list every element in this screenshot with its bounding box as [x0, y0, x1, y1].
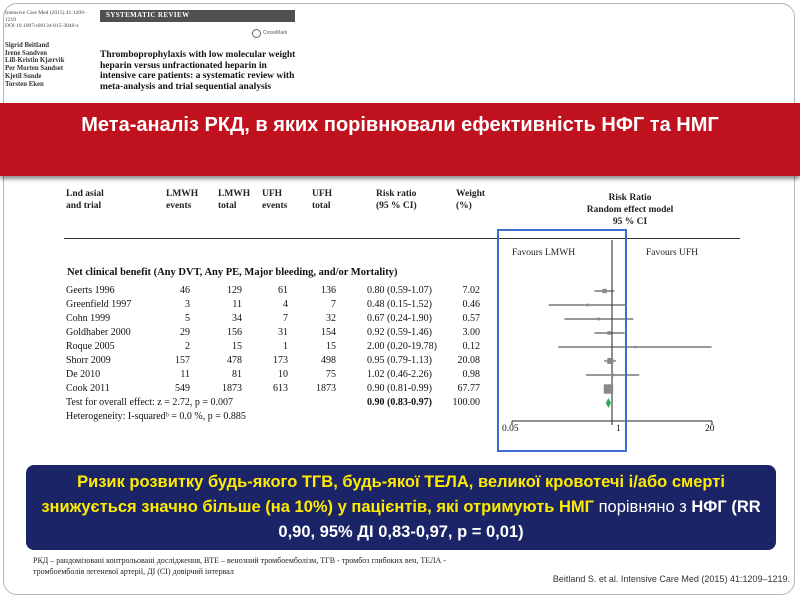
ufh-total: 15 [326, 341, 336, 352]
conclusion-main: Ризик розвитку будь-якого ТГВ, будь-якої ТЕЛА, великої кровотечі і/або смерті знижується значно більше (на 10%) у пацієнтів, які отримують НМГ [41, 473, 725, 516]
weight: 20.08 [457, 355, 480, 366]
header-weight: Weight (%) [456, 189, 486, 211]
weight: 0.98 [462, 369, 480, 380]
ufh-events: 10 [278, 369, 288, 380]
doi-line: DOI 10.1007/s00134-015-3840-z [5, 23, 79, 29]
ufh-total: 498 [321, 355, 336, 366]
study-square [634, 346, 636, 348]
favours-ufh-label: Favours UFH [646, 248, 698, 258]
footnote: РКД – рандомізовані контрольовані дослідження, ВТЕ – венозний тромбоемболізм, ТГВ - тромбоз глибоких вен, ТЕЛА - тромбоемболія легеневої артерії, ДІ (CI) довірчий інтервал [33, 556, 446, 576]
journal-meta [5, 10, 95, 30]
lmwh-total: 129 [227, 285, 242, 296]
study-name: Geerts 1996 [66, 285, 115, 296]
author: Irene Sandven [5, 49, 47, 57]
ufh-total: 136 [321, 285, 336, 296]
author: Sigrid Beitland [5, 42, 50, 49]
overall-label: Test for overall effect: z = 2.72, p = 0.007 [66, 397, 234, 408]
lmwh-events: 157 [175, 355, 190, 366]
heterogeneity-label: Heterogeneity: I-squaredᵇ = 0.0 %, p = 0.885 [66, 411, 246, 422]
header-lmwh-events: LMWH events [166, 189, 199, 211]
ufh-total: 7 [331, 299, 336, 310]
section-bar [100, 10, 295, 22]
lmwh-total: 156 [227, 327, 242, 338]
risk-ratio-ci: 0.90 (0.81-0.99) [367, 383, 432, 394]
header-ufh-events: UFH events [262, 189, 288, 211]
conclusion-stat: НФГ (RR 0,90, 95% ДІ 0,83-0,97, p = 0,01) [278, 498, 761, 541]
ufh-events: 173 [273, 355, 288, 366]
lmwh-total: 15 [232, 341, 242, 352]
ufh-events: 61 [278, 285, 288, 296]
header-risk-ratio: Risk ratio (95 % CI) [376, 189, 417, 211]
study-name: Shorr 2009 [66, 355, 111, 366]
author: Per Morten Sandset [5, 65, 64, 73]
weight: 0.46 [462, 299, 480, 310]
slide-title: Мета-аналіз РКД, в яких порівнювали ефективність НФГ та НМГ [81, 114, 719, 136]
overall-weight: 100.00 [452, 397, 480, 408]
section-label: SYSTEMATIC REVIEW [106, 11, 190, 19]
risk-ratio-ci: 0.80 (0.59-1.07) [367, 285, 432, 296]
conclusion-text [36, 470, 766, 545]
header-ufh-total: UFH total [312, 189, 333, 211]
crossmark-icon [252, 29, 261, 38]
risk-ratio-ci: 0.92 (0.59-1.46) [367, 327, 432, 338]
header-study: Lnd asial and trial [66, 189, 104, 211]
header-lmwh-total: LMWH total [218, 189, 251, 211]
study-name: De 2010 [66, 369, 101, 380]
lmwh-events: 46 [180, 285, 190, 296]
risk-ratio-ci: 0.95 (0.79-1.13) [367, 355, 432, 366]
risk-ratio-ci: 2.00 (0.20-19.78) [367, 341, 437, 352]
conclusion-compare: порівняно з [594, 498, 692, 516]
highlight-box [497, 229, 627, 452]
ufh-events: 613 [273, 383, 288, 394]
journal-line: Intensive Care Med (2015) 41:1209-1219 [5, 10, 86, 23]
study-name: Cohn 1999 [66, 313, 111, 324]
ufh-events: 1 [283, 341, 288, 352]
study-name: Cook 2011 [66, 383, 110, 394]
risk-ratio-ci: 1.02 (0.46-2.26) [367, 369, 432, 380]
forest-plot [60, 178, 740, 468]
weight: 7.02 [462, 285, 480, 296]
study-name: Roque 2005 [66, 341, 115, 352]
axis-tick-label: 0.05 [502, 424, 519, 434]
ufh-events: 4 [283, 299, 288, 310]
crossmark-label: CrossMark [263, 30, 288, 36]
author: Torsten Eken [5, 80, 44, 88]
ufh-events: 31 [278, 327, 288, 338]
lmwh-total: 1873 [222, 383, 242, 394]
study-name: Goldhaber 2000 [66, 327, 131, 338]
lmwh-events: 3 [185, 299, 190, 310]
paper-header [0, 0, 800, 110]
header-plot-title: Risk Ratio Random effect model 95 % CI [586, 193, 674, 227]
author: Kjetil Sunde [5, 72, 42, 80]
ufh-total: 154 [321, 327, 336, 338]
lmwh-events: 11 [180, 369, 190, 380]
weight: 0.12 [462, 341, 480, 352]
lmwh-total: 478 [227, 355, 242, 366]
section-title: Net clinical benefit (Any DVT, Any PE, Major bleeding, and/or Mortality) [67, 267, 398, 278]
lmwh-events: 2 [185, 341, 190, 352]
risk-ratio-ci: 0.48 (0.15-1.52) [367, 299, 432, 310]
ufh-total: 1873 [316, 383, 336, 394]
lmwh-events: 29 [180, 327, 190, 338]
axis-tick-label: 20 [705, 424, 715, 434]
ufh-total: 32 [326, 313, 336, 324]
overall-ci: 0.90 (0.83-0.97) [367, 397, 432, 408]
weight: 3.00 [462, 327, 480, 338]
study-name: Greenfield 1997 [66, 299, 132, 310]
axis-tick-label: 1 [616, 424, 621, 434]
lmwh-events: 5 [185, 313, 190, 324]
lmwh-total: 11 [232, 299, 242, 310]
citation: Beitland S. et al. Intensive Care Med (2015) 41:1209–1219. [552, 574, 790, 584]
ufh-events: 7 [283, 313, 288, 324]
lmwh-events: 549 [175, 383, 190, 394]
forest-plot-table [60, 178, 740, 468]
author: Lill-Kristin Kjærvik [5, 57, 65, 65]
title-banner [0, 103, 800, 176]
author-list [5, 42, 64, 88]
paper-title: Thromboprophylaxis with low molecular weight heparin versus unfractionated heparin in intensive care patients: a systematic review with meta-analysis and trial sequential analysis [100, 50, 296, 92]
ufh-total: 75 [326, 369, 336, 380]
risk-ratio-ci: 0.67 (0.24-1.90) [367, 313, 432, 324]
favours-lmwh-label: Favours LMWH [512, 248, 576, 258]
weight: 67.77 [457, 383, 480, 394]
lmwh-total: 34 [232, 313, 242, 324]
weight: 0.57 [462, 313, 480, 324]
conclusion-box [26, 465, 776, 550]
crossmark-logo [252, 27, 290, 42]
lmwh-total: 81 [232, 369, 242, 380]
